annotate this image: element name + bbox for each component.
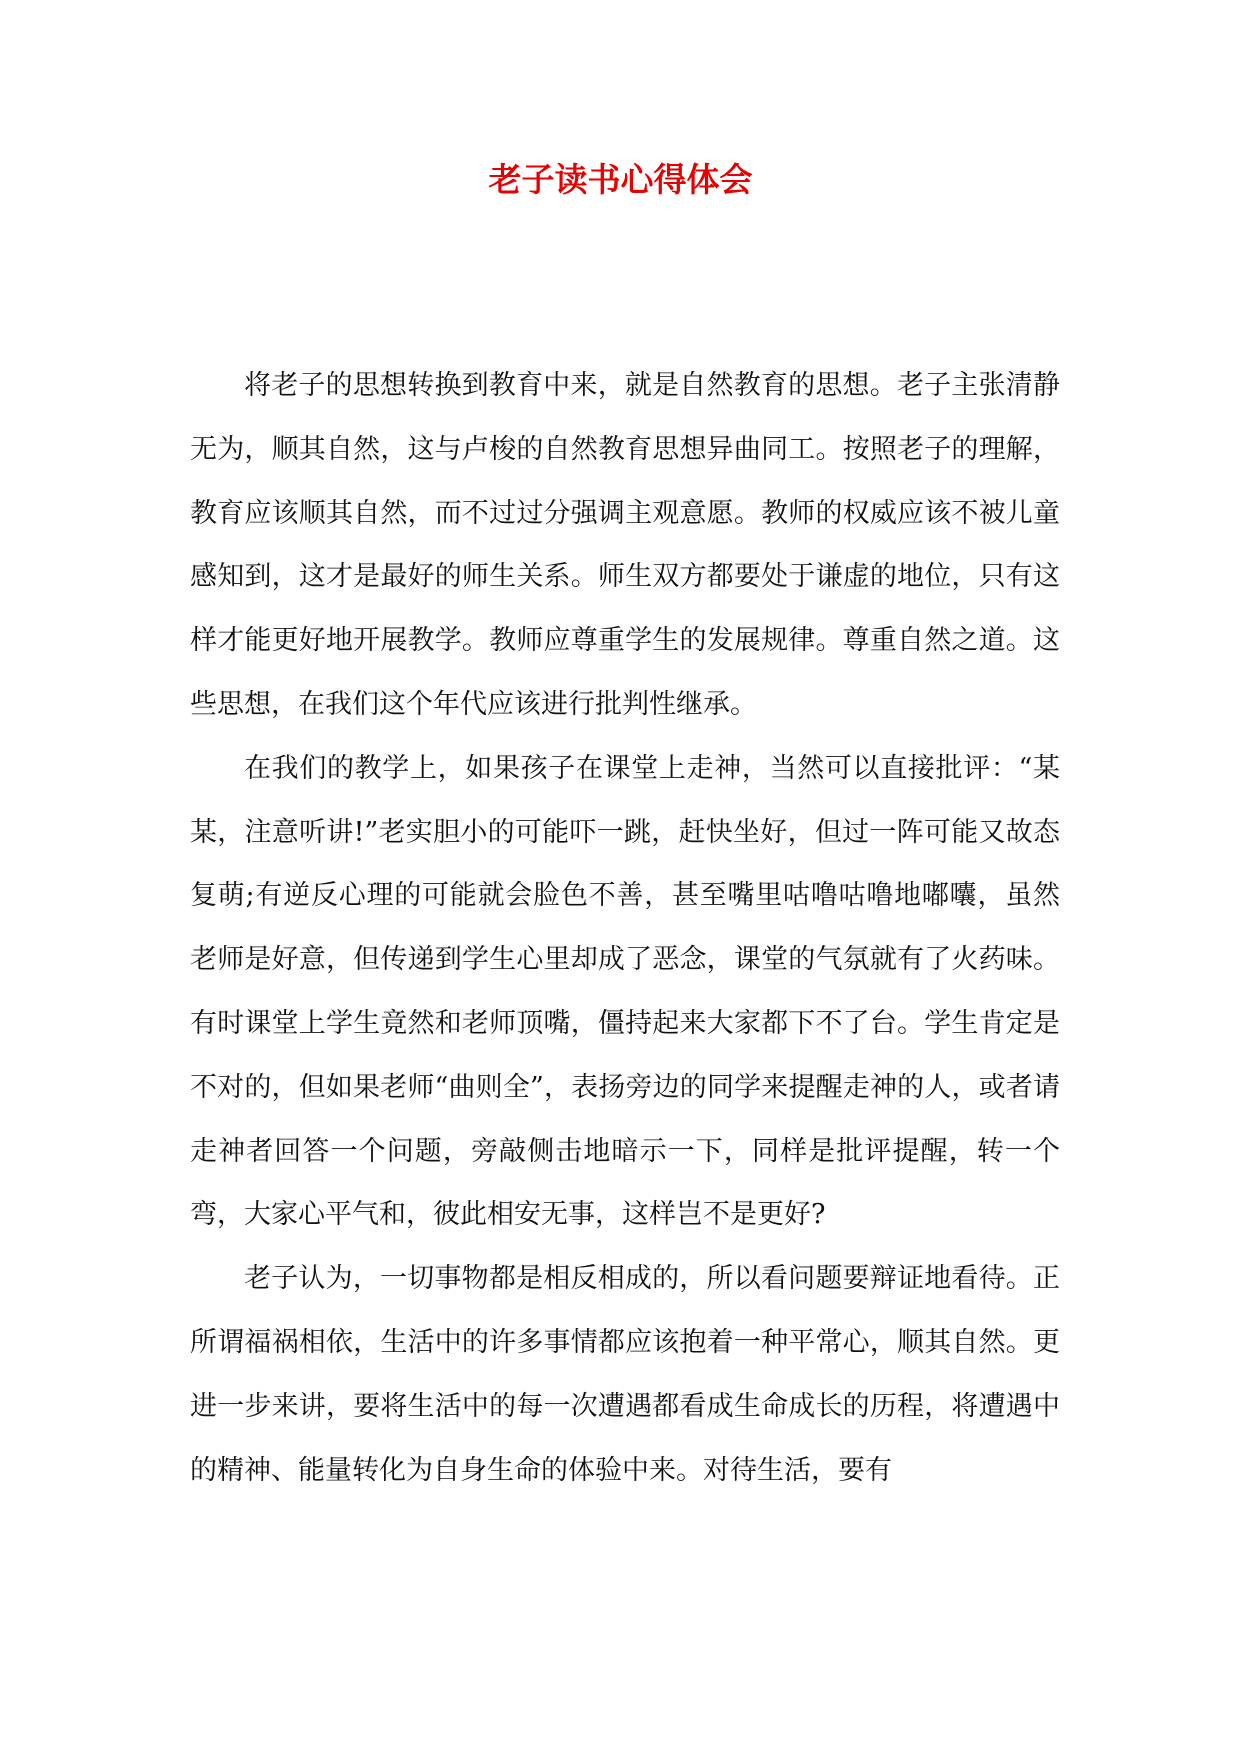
paragraph-1: 将老子的思想转换到教育中来，就是自然教育的思想。老子主张清静无为，顺其自然，这与卢梭的自然教育思想异曲同工。按照老子的理解，教育应该顺其自然，而不过过分强调主观意愿。教师的权威应该不被儿童感知到，这才是最好的师生关系。师生双方都要处于谦虚的地位，只有这样才能更好地开展教学。教师应尊重学生的发展规律。尊重自然之道。这些思想，在我们这个年代应该进行批判性继承。 [190,370,1060,720]
document-body [190,354,1060,1502]
document-title: 老子读书心得体会 [488,160,753,199]
paragraph-3: 老子认为，一切事物都是相反相成的，所以看问题要辩证地看待。正所谓福祸相依，生活中的许多事情都应该抱着一种平常心，顺其自然。更进一步来讲，要将生活中的每一次遭遇都看成生命成长的历程，将遭遇中的精神、能量转化为自身生命的体验中来。对待生活，要有 [190,1263,1060,1486]
paragraph-2: 在我们的教学上，如果孩子在课堂上走神，当然可以直接批评：“某某，注意听讲!”老实胆小的可能吓一跳，赶快坐好，但过一阵可能又故态复萌;有逆反心理的可能就会脸色不善，甚至嘴里咕噜咕噜地嘟囔，虽然老师是好意，但传递到学生心里却成了恶念，课堂的气氛就有了火药味。有时课堂上学生竟然和老师顶嘴，僵持起来大家都下不了台。学生肯定是不对的，但如果老师“曲则全”，表扬旁边的同学来提醒走神的人，或者请走神者回答一个问题，旁敲侧击地暗示一下，同样是批评提醒，转一个弯，大家心平气和，彼此相安无事，这样岂不是更好? [190,752,1060,1231]
